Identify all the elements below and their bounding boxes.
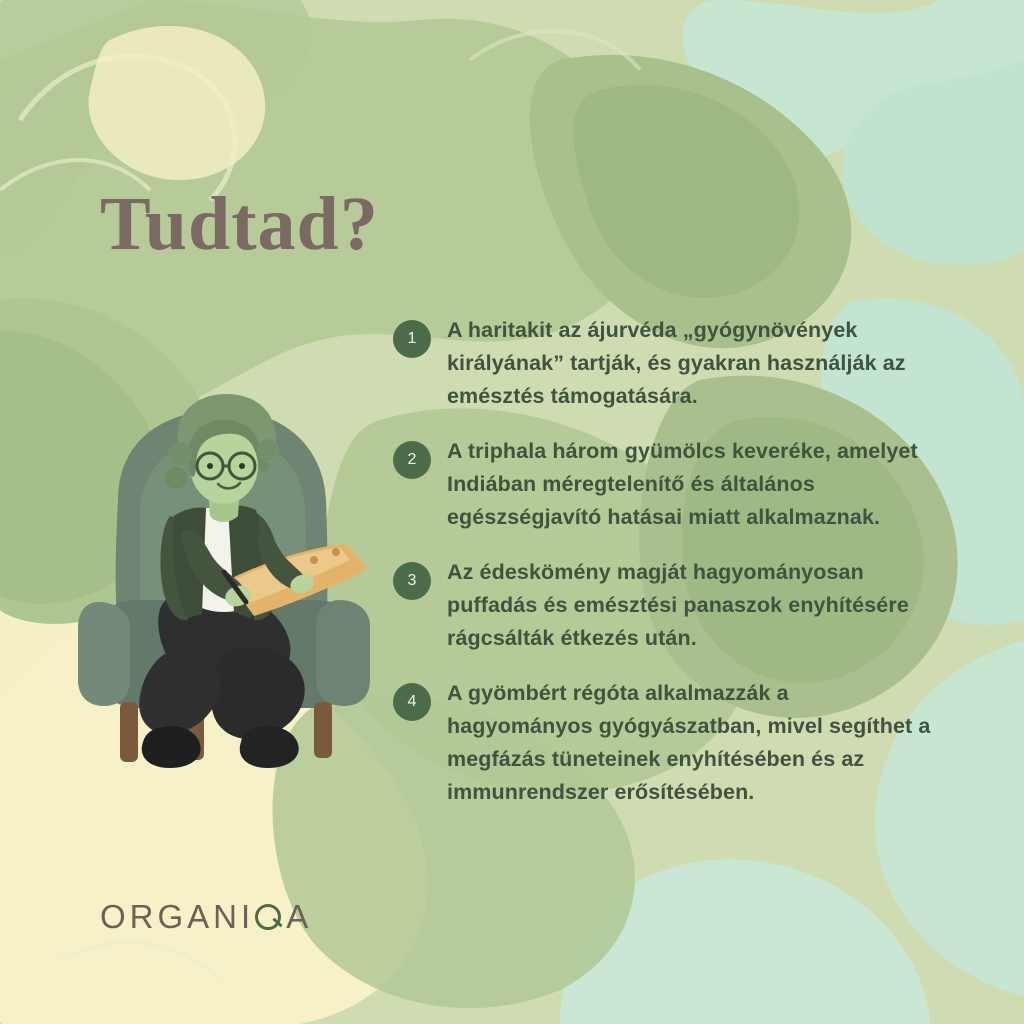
list-item [393,556,938,655]
facts-list [393,314,938,831]
list-item [393,435,938,534]
page-title: Tudtad? [100,182,379,266]
logo-text-last: A [286,898,313,935]
list-item [393,677,938,809]
illustration-woman-armchair [78,350,408,810]
brand-logo [100,898,312,936]
logo-text-first: ORGANI [100,898,255,935]
fact-text: A triphala három gyümölcs keveréke, amelyet Indiában méregtelenítő és általános egészségjavító hatásai miatt alkalmaznak. [447,439,918,529]
fact-text: Az édeskömény magját hagyományosan puffadás és emésztési panaszok enyhítésére rágcsálták étkezés után. [447,560,909,650]
fact-number-badge: 4 [393,683,431,721]
fact-text: A gyömbért régóta alkalmazzák a hagyományos gyógyászatban, mivel segíthet a megfázás tüneteinek enyhítésében és az immunrendszer erősítésében. [447,681,931,804]
list-item [393,314,938,413]
fact-number-badge: 3 [393,562,431,600]
fact-number-badge: 2 [393,441,431,479]
fact-text: A haritakit az ájurvéda „gyógynövények királyának” tartják, és gyakran használják az emésztés támogatására. [447,318,906,408]
fact-number-badge: 1 [393,320,431,358]
q-circle-icon [255,902,285,932]
